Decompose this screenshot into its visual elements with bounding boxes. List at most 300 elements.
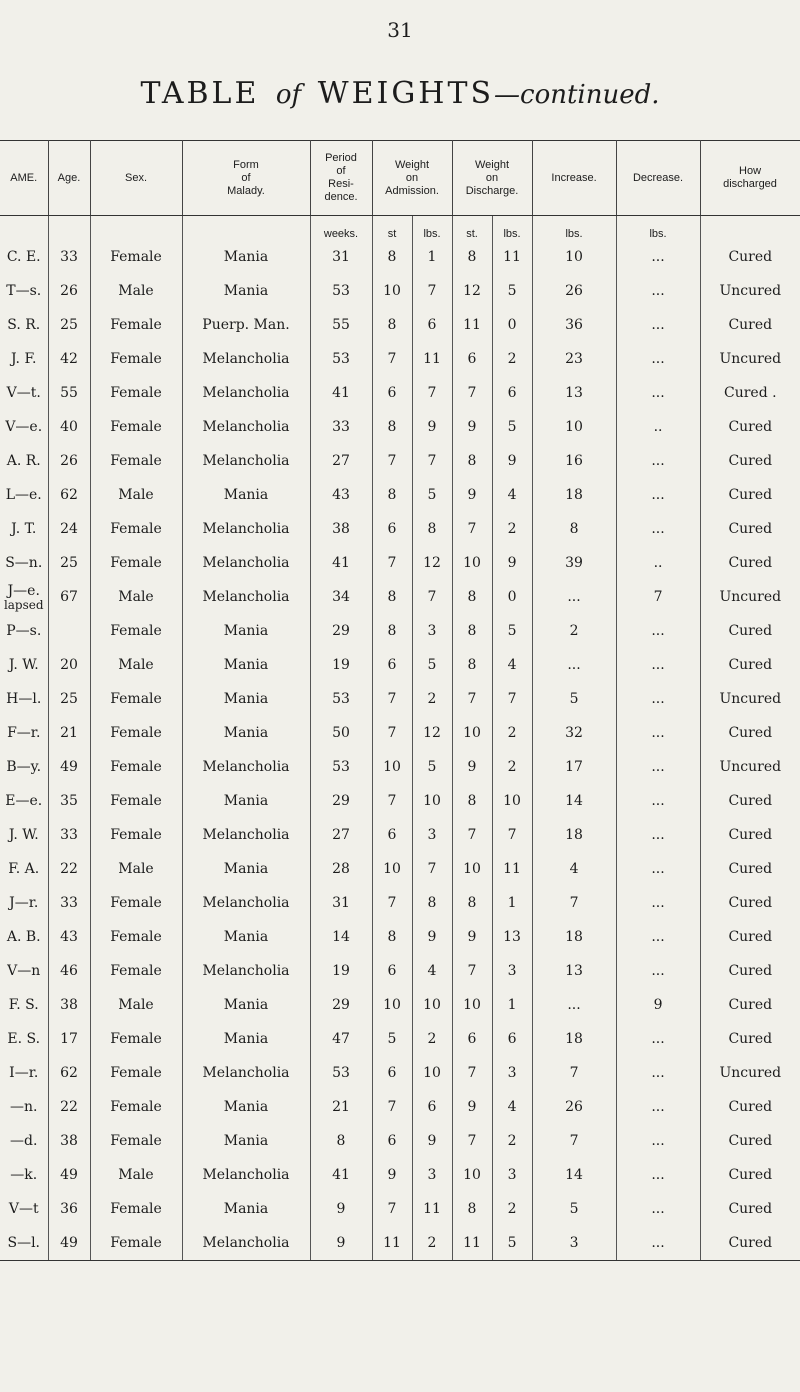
cell-how-discharged: Uncured xyxy=(700,580,800,614)
cell-increase: ... xyxy=(532,580,616,614)
cell-malady: Melancholia xyxy=(182,546,310,580)
cell-increase: 5 xyxy=(532,682,616,716)
cell-age: 35 xyxy=(48,784,90,818)
cell-admission-lbs: 2 xyxy=(412,1022,452,1056)
cell-discharge-lbs: 7 xyxy=(492,682,532,716)
cell-sex: Female xyxy=(90,614,182,648)
cell-age: 62 xyxy=(48,478,90,512)
cell-residence-weeks: 43 xyxy=(310,478,372,512)
cell-admission-st: 10 xyxy=(372,852,412,886)
cell-decrease: ... xyxy=(616,308,700,342)
unit-cell xyxy=(90,216,182,241)
cell-increase: 2 xyxy=(532,614,616,648)
cell-discharge-lbs: 5 xyxy=(492,1226,532,1261)
cell-name xyxy=(0,410,48,444)
cell-age: 43 xyxy=(48,920,90,954)
cell-discharge-lbs: 9 xyxy=(492,444,532,478)
unit-cell xyxy=(700,216,800,241)
table-row xyxy=(0,376,800,410)
cell-age: 38 xyxy=(48,1124,90,1158)
title-weights: WEIGHTS xyxy=(317,76,495,111)
cell-decrease: .. xyxy=(616,546,700,580)
table-row xyxy=(0,308,800,342)
cell-admission-st: 8 xyxy=(372,614,412,648)
cell-discharge-lbs: 6 xyxy=(492,376,532,410)
cell-discharge-lbs: 2 xyxy=(492,1124,532,1158)
cell-name xyxy=(0,614,48,648)
cell-age: 33 xyxy=(48,240,90,274)
cell-age: 26 xyxy=(48,444,90,478)
table-row xyxy=(0,1056,800,1090)
cell-age: 40 xyxy=(48,410,90,444)
cell-discharge-lbs: 5 xyxy=(492,410,532,444)
cell-admission-lbs: 10 xyxy=(412,784,452,818)
cell-residence-weeks: 50 xyxy=(310,716,372,750)
table-row xyxy=(0,682,800,716)
cell-how-discharged: Uncured xyxy=(700,342,800,376)
cell-discharge-lbs: 7 xyxy=(492,818,532,852)
cell-name xyxy=(0,988,48,1022)
cell-residence-weeks: 53 xyxy=(310,1056,372,1090)
cell-age: 25 xyxy=(48,682,90,716)
cell-malady: Mania xyxy=(182,614,310,648)
cell-discharge-st: 6 xyxy=(452,1022,492,1056)
cell-age: 24 xyxy=(48,512,90,546)
cell-age: 25 xyxy=(48,546,90,580)
cell-discharge-st: 9 xyxy=(452,750,492,784)
cell-residence-weeks: 41 xyxy=(310,546,372,580)
cell-residence-weeks: 27 xyxy=(310,444,372,478)
cell-residence-weeks: 28 xyxy=(310,852,372,886)
cell-admission-lbs: 9 xyxy=(412,410,452,444)
cell-decrease: ... xyxy=(616,1022,700,1056)
cell-sex: Female xyxy=(90,1056,182,1090)
cell-how-discharged: Cured xyxy=(700,920,800,954)
cell-increase: 3 xyxy=(532,1226,616,1261)
cell-malady: Mania xyxy=(182,478,310,512)
table-row xyxy=(0,342,800,376)
cell-sex: Female xyxy=(90,512,182,546)
patient-initials: —n. xyxy=(10,1099,38,1115)
cell-admission-lbs: 7 xyxy=(412,580,452,614)
cell-how-discharged: Cured xyxy=(700,240,800,274)
cell-sex: Female xyxy=(90,1022,182,1056)
cell-malady: Melancholia xyxy=(182,1226,310,1261)
cell-decrease: ... xyxy=(616,716,700,750)
cell-increase: 7 xyxy=(532,1056,616,1090)
cell-malady: Melancholia xyxy=(182,342,310,376)
cell-discharge-st: 9 xyxy=(452,920,492,954)
cell-residence-weeks: 34 xyxy=(310,580,372,614)
cell-how-discharged: Cured xyxy=(700,308,800,342)
cell-admission-st: 8 xyxy=(372,580,412,614)
cell-how-discharged: Cured xyxy=(700,444,800,478)
cell-age: 33 xyxy=(48,818,90,852)
cell-discharge-lbs: 3 xyxy=(492,954,532,988)
patient-initials: F—r. xyxy=(7,725,41,741)
cell-admission-st: 6 xyxy=(372,954,412,988)
cell-name xyxy=(0,954,48,988)
cell-admission-st: 8 xyxy=(372,410,412,444)
cell-how-discharged: Uncured xyxy=(700,1056,800,1090)
table-row xyxy=(0,1124,800,1158)
table-row xyxy=(0,750,800,784)
patient-initials: —k. xyxy=(10,1167,38,1183)
cell-admission-lbs: 5 xyxy=(412,648,452,682)
cell-malady: Mania xyxy=(182,682,310,716)
cell-name xyxy=(0,444,48,478)
header-weight-discharge: Weight on Discharge. xyxy=(452,141,532,216)
cell-admission-st: 7 xyxy=(372,546,412,580)
cell-malady: Melancholia xyxy=(182,376,310,410)
cell-how-discharged: Cured xyxy=(700,410,800,444)
cell-sex: Male xyxy=(90,1158,182,1192)
cell-malady: Mania xyxy=(182,1090,310,1124)
cell-age: 62 xyxy=(48,1056,90,1090)
cell-how-discharged: Cured . xyxy=(700,376,800,410)
cell-how-discharged: Cured xyxy=(700,1192,800,1226)
cell-name xyxy=(0,682,48,716)
table-row xyxy=(0,716,800,750)
patient-initials: J. W. xyxy=(8,657,39,673)
cell-sex: Female xyxy=(90,1124,182,1158)
cell-residence-weeks: 9 xyxy=(310,1226,372,1261)
cell-discharge-lbs: 3 xyxy=(492,1158,532,1192)
cell-malady: Mania xyxy=(182,1124,310,1158)
cell-increase: 5 xyxy=(532,1192,616,1226)
title-continued: —continued. xyxy=(494,80,660,110)
table-row xyxy=(0,954,800,988)
header-increase: Increase. xyxy=(532,141,616,216)
cell-discharge-st: 8 xyxy=(452,614,492,648)
cell-how-discharged: Cured xyxy=(700,478,800,512)
cell-admission-lbs: 7 xyxy=(412,376,452,410)
unit-dis-st: st. xyxy=(452,216,492,241)
table-row xyxy=(0,444,800,478)
cell-increase: ... xyxy=(532,988,616,1022)
unit-cell xyxy=(0,216,48,241)
table-row xyxy=(0,478,800,512)
cell-sex: Male xyxy=(90,648,182,682)
cell-discharge-st: 9 xyxy=(452,1090,492,1124)
cell-discharge-st: 7 xyxy=(452,682,492,716)
patient-initials: H—l. xyxy=(6,691,42,707)
cell-discharge-lbs: 5 xyxy=(492,274,532,308)
unit-dis-lbs: lbs. xyxy=(492,216,532,241)
patient-initials: P—s. xyxy=(6,623,42,639)
cell-discharge-st: 10 xyxy=(452,988,492,1022)
cell-residence-weeks: 29 xyxy=(310,784,372,818)
cell-admission-st: 8 xyxy=(372,308,412,342)
cell-decrease: ... xyxy=(616,1090,700,1124)
cell-increase: 13 xyxy=(532,376,616,410)
cell-malady: Melancholia xyxy=(182,580,310,614)
cell-sex: Male xyxy=(90,274,182,308)
unit-increase: lbs. xyxy=(532,216,616,241)
cell-residence-weeks: 19 xyxy=(310,954,372,988)
cell-admission-st: 6 xyxy=(372,1124,412,1158)
cell-decrease: ... xyxy=(616,818,700,852)
cell-admission-lbs: 2 xyxy=(412,682,452,716)
cell-decrease: .. xyxy=(616,410,700,444)
cell-name xyxy=(0,580,48,614)
cell-sex: Female xyxy=(90,410,182,444)
cell-increase: 4 xyxy=(532,852,616,886)
cell-discharge-st: 8 xyxy=(452,240,492,274)
patient-initials: J. T. xyxy=(11,521,37,537)
cell-discharge-lbs: 2 xyxy=(492,1192,532,1226)
cell-admission-st: 6 xyxy=(372,512,412,546)
cell-admission-st: 6 xyxy=(372,376,412,410)
table-row xyxy=(0,614,800,648)
cell-discharge-st: 7 xyxy=(452,1124,492,1158)
cell-discharge-lbs: 1 xyxy=(492,886,532,920)
cell-sex: Female xyxy=(90,682,182,716)
cell-discharge-st: 8 xyxy=(452,648,492,682)
cell-residence-weeks: 31 xyxy=(310,240,372,274)
cell-sex: Female xyxy=(90,342,182,376)
cell-discharge-st: 10 xyxy=(452,546,492,580)
cell-decrease: ... xyxy=(616,1056,700,1090)
title-main: TABLE xyxy=(140,76,260,111)
cell-admission-lbs: 11 xyxy=(412,342,452,376)
table-row xyxy=(0,784,800,818)
cell-discharge-lbs: 13 xyxy=(492,920,532,954)
cell-age: 26 xyxy=(48,274,90,308)
cell-increase: 7 xyxy=(532,886,616,920)
cell-name xyxy=(0,478,48,512)
patient-initials: T—s. xyxy=(6,283,42,299)
cell-malady: Melancholia xyxy=(182,444,310,478)
cell-discharge-lbs: 1 xyxy=(492,988,532,1022)
cell-increase: 18 xyxy=(532,478,616,512)
cell-how-discharged: Cured xyxy=(700,546,800,580)
cell-malady: Mania xyxy=(182,240,310,274)
cell-name xyxy=(0,920,48,954)
cell-residence-weeks: 53 xyxy=(310,274,372,308)
cell-name xyxy=(0,716,48,750)
cell-discharge-st: 7 xyxy=(452,376,492,410)
header-age: Age. xyxy=(48,141,90,216)
cell-discharge-lbs: 0 xyxy=(492,308,532,342)
cell-how-discharged: Cured xyxy=(700,1124,800,1158)
cell-sex: Female xyxy=(90,308,182,342)
unit-adm-st: st xyxy=(372,216,412,241)
table-body xyxy=(0,216,800,1261)
cell-residence-weeks: 14 xyxy=(310,920,372,954)
cell-admission-st: 8 xyxy=(372,240,412,274)
patient-initials: S—n. xyxy=(5,555,43,571)
cell-malady: Mania xyxy=(182,988,310,1022)
patient-initials: F. S. xyxy=(8,997,39,1013)
cell-residence-weeks: 21 xyxy=(310,1090,372,1124)
cell-how-discharged: Cured xyxy=(700,988,800,1022)
cell-decrease: ... xyxy=(616,342,700,376)
patient-initials: F. A. xyxy=(8,861,40,877)
cell-name xyxy=(0,1192,48,1226)
cell-admission-lbs: 3 xyxy=(412,614,452,648)
cell-how-discharged: Cured xyxy=(700,1158,800,1192)
cell-how-discharged: Cured xyxy=(700,512,800,546)
cell-increase: 18 xyxy=(532,818,616,852)
cell-name xyxy=(0,818,48,852)
cell-admission-lbs: 4 xyxy=(412,954,452,988)
cell-name xyxy=(0,308,48,342)
cell-how-discharged: Cured xyxy=(700,1090,800,1124)
cell-discharge-lbs: 9 xyxy=(492,546,532,580)
cell-sex: Female xyxy=(90,954,182,988)
table-row xyxy=(0,1090,800,1124)
cell-malady: Mania xyxy=(182,274,310,308)
cell-age: 22 xyxy=(48,852,90,886)
cell-discharge-st: 8 xyxy=(452,886,492,920)
header-sex: Sex. xyxy=(90,141,182,216)
cell-malady: Melancholia xyxy=(182,954,310,988)
cell-sex: Female xyxy=(90,546,182,580)
cell-increase: 8 xyxy=(532,512,616,546)
cell-admission-lbs: 2 xyxy=(412,1226,452,1261)
cell-malady: Puerp. Man. xyxy=(182,308,310,342)
cell-admission-st: 8 xyxy=(372,920,412,954)
cell-admission-lbs: 12 xyxy=(412,716,452,750)
table-row xyxy=(0,512,800,546)
cell-discharge-st: 7 xyxy=(452,1056,492,1090)
cell-residence-weeks: 53 xyxy=(310,342,372,376)
cell-sex: Male xyxy=(90,988,182,1022)
cell-increase: 16 xyxy=(532,444,616,478)
cell-sex: Female xyxy=(90,444,182,478)
cell-admission-lbs: 8 xyxy=(412,886,452,920)
unit-weeks: weeks. xyxy=(310,216,372,241)
cell-admission-lbs: 12 xyxy=(412,546,452,580)
cell-how-discharged: Uncured xyxy=(700,274,800,308)
patient-initials: A. R. xyxy=(6,453,41,469)
table-row xyxy=(0,920,800,954)
cell-admission-lbs: 9 xyxy=(412,920,452,954)
cell-discharge-st: 11 xyxy=(452,1226,492,1261)
unit-decrease: lbs. xyxy=(616,216,700,241)
header-weight-admission: Weight on Admission. xyxy=(372,141,452,216)
page-title xyxy=(0,76,800,111)
cell-discharge-lbs: 2 xyxy=(492,342,532,376)
cell-residence-weeks: 53 xyxy=(310,750,372,784)
patient-note: lapsed xyxy=(3,598,44,612)
cell-decrease: ... xyxy=(616,240,700,274)
cell-age: 46 xyxy=(48,954,90,988)
cell-name xyxy=(0,512,48,546)
cell-discharge-st: 9 xyxy=(452,410,492,444)
cell-age: 42 xyxy=(48,342,90,376)
cell-name xyxy=(0,852,48,886)
cell-increase: 23 xyxy=(532,342,616,376)
cell-decrease: ... xyxy=(616,954,700,988)
cell-residence-weeks: 41 xyxy=(310,376,372,410)
cell-age: 55 xyxy=(48,376,90,410)
weights-table xyxy=(0,140,800,1261)
cell-age: 22 xyxy=(48,1090,90,1124)
cell-admission-st: 6 xyxy=(372,648,412,682)
cell-residence-weeks: 9 xyxy=(310,1192,372,1226)
cell-admission-st: 5 xyxy=(372,1022,412,1056)
cell-age: 21 xyxy=(48,716,90,750)
cell-admission-st: 6 xyxy=(372,1056,412,1090)
cell-residence-weeks: 31 xyxy=(310,886,372,920)
patient-initials: V—t xyxy=(8,1201,39,1217)
cell-name xyxy=(0,1158,48,1192)
patient-initials: J—e. xyxy=(7,583,40,599)
cell-admission-lbs: 6 xyxy=(412,1090,452,1124)
header-decrease: Decrease. xyxy=(616,141,700,216)
cell-name xyxy=(0,784,48,818)
cell-malady: Mania xyxy=(182,1022,310,1056)
cell-how-discharged: Uncured xyxy=(700,682,800,716)
cell-decrease: ... xyxy=(616,512,700,546)
cell-admission-st: 7 xyxy=(372,784,412,818)
table-row xyxy=(0,648,800,682)
cell-how-discharged: Cured xyxy=(700,648,800,682)
cell-how-discharged: Cured xyxy=(700,852,800,886)
cell-age: 67 xyxy=(48,580,90,614)
header-how-discharged: How discharged xyxy=(700,141,800,216)
patient-initials: —d. xyxy=(10,1133,38,1149)
unit-row xyxy=(0,216,800,241)
cell-name xyxy=(0,886,48,920)
cell-how-discharged: Cured xyxy=(700,886,800,920)
cell-discharge-st: 8 xyxy=(452,444,492,478)
cell-sex: Female xyxy=(90,818,182,852)
cell-name xyxy=(0,750,48,784)
cell-admission-st: 9 xyxy=(372,1158,412,1192)
cell-residence-weeks: 41 xyxy=(310,1158,372,1192)
cell-increase: ... xyxy=(532,648,616,682)
cell-increase: 10 xyxy=(532,410,616,444)
cell-decrease: ... xyxy=(616,920,700,954)
cell-admission-lbs: 10 xyxy=(412,988,452,1022)
cell-discharge-lbs: 11 xyxy=(492,852,532,886)
cell-sex: Male xyxy=(90,580,182,614)
cell-admission-lbs: 7 xyxy=(412,444,452,478)
page-number: 31 xyxy=(387,18,413,42)
patient-initials: S. R. xyxy=(7,317,41,333)
cell-decrease: ... xyxy=(616,478,700,512)
cell-discharge-lbs: 6 xyxy=(492,1022,532,1056)
cell-residence-weeks: 47 xyxy=(310,1022,372,1056)
cell-how-discharged: Cured xyxy=(700,716,800,750)
cell-discharge-lbs: 0 xyxy=(492,580,532,614)
cell-admission-st: 7 xyxy=(372,444,412,478)
cell-discharge-lbs: 2 xyxy=(492,716,532,750)
patient-initials: V—n xyxy=(7,963,41,979)
cell-discharge-st: 10 xyxy=(452,852,492,886)
cell-name xyxy=(0,1022,48,1056)
cell-sex: Female xyxy=(90,1226,182,1261)
cell-discharge-lbs: 11 xyxy=(492,240,532,274)
cell-admission-lbs: 10 xyxy=(412,1056,452,1090)
patient-initials: S—l. xyxy=(7,1235,41,1251)
cell-admission-st: 7 xyxy=(372,886,412,920)
cell-admission-st: 6 xyxy=(372,818,412,852)
cell-sex: Female xyxy=(90,240,182,274)
cell-how-discharged: Cured xyxy=(700,954,800,988)
cell-decrease: ... xyxy=(616,444,700,478)
cell-admission-lbs: 5 xyxy=(412,750,452,784)
cell-residence-weeks: 55 xyxy=(310,308,372,342)
cell-malady: Melancholia xyxy=(182,1158,310,1192)
patient-initials: V—e. xyxy=(5,419,43,435)
cell-age: 20 xyxy=(48,648,90,682)
header-name: AME. xyxy=(0,141,48,216)
cell-discharge-st: 7 xyxy=(452,512,492,546)
